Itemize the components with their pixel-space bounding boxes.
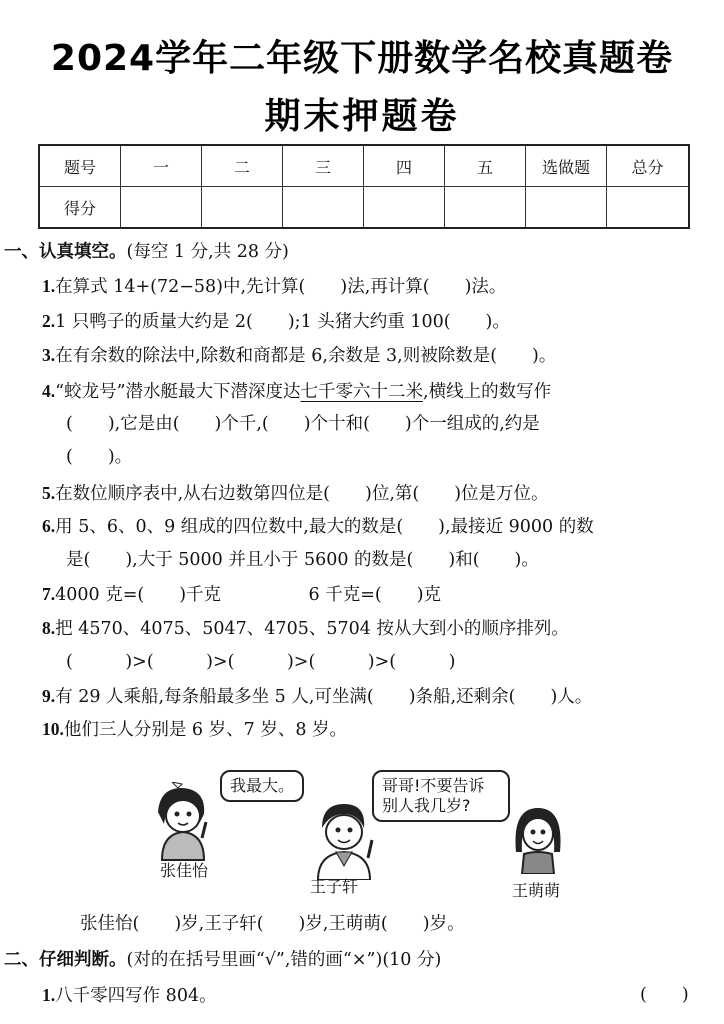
kid-name-zhang: 张佳怡: [160, 861, 209, 880]
section1-heading: 一、认真填空。(每空 1 分,共 28 分): [4, 242, 289, 262]
score-cell[interactable]: [607, 187, 690, 229]
girl-zhang-icon: [148, 782, 218, 862]
cell-q5: 五: [445, 145, 526, 187]
cell-q1: 一: [121, 145, 202, 187]
question-2: 2.1 只鸭子的质量大约是 2( );1 头猪大约重 100( )。: [42, 311, 510, 332]
score-cell[interactable]: [364, 187, 445, 229]
underlined-depth: 七千零六十二米: [300, 382, 424, 402]
question-7: 7.4000 克=( )千克 6 千克=( )克: [42, 584, 442, 605]
cell-label: 题号: [39, 145, 121, 187]
judgement-1: 1.八千零四写作 804。: [42, 985, 217, 1006]
cell-optional: 选做题: [526, 145, 607, 187]
score-table: [38, 144, 690, 229]
question-10: 10.他们三人分别是 6 岁、7 岁、8 岁。: [42, 719, 348, 740]
score-cell[interactable]: [121, 187, 202, 229]
question-9: 9.有 29 人乘船,每条船最多坐 5 人,可坐满( )条船,还剩余( )人。: [42, 686, 593, 707]
boy-wang-icon: [308, 800, 380, 880]
question-4: 4.“蛟龙号”潜水艇最大下潜深度达七千零六十二米,横线上的数写作: [42, 381, 552, 402]
question-10-answer-line: 张佳怡( )岁,王子轩( )岁,王萌萌( )岁。: [80, 914, 465, 934]
question-6-line-2: 是( ),大于 5000 并且小于 5600 的数是( )和( )。: [66, 550, 539, 570]
question-5: 5.在数位顺序表中,从右边数第四位是( )位,第( )位是万位。: [42, 483, 549, 504]
question-3: 3.在有余数的除法中,除数和商都是 6,余数是 3,则被除数是( )。: [42, 345, 557, 366]
section2-heading: 二、仔细判断。(对的在括号里画“√”,错的画“×”)(10 分): [4, 950, 442, 970]
kid-name-wang-zixuan: 王子轩: [310, 877, 359, 896]
question-8: 8.把 4570、4075、5047、4705、5704 按从大到小的顺序排列。: [42, 618, 569, 639]
exam-title: 2024学年二年级下册数学名校真题卷: [50, 38, 674, 79]
question-6: 6.用 5、6、0、9 组成的四位数中,最大的数是( ),最接近 9000 的数: [42, 516, 594, 537]
score-table-header-row: [39, 145, 689, 187]
girl-wang-icon: [508, 802, 568, 874]
cell-q4: 四: [364, 145, 445, 187]
judgement-1-answer-bracket[interactable]: ( ): [640, 985, 689, 1005]
score-cell[interactable]: [526, 187, 607, 229]
kids-illustration: [140, 762, 580, 902]
exam-subtitle: 期末押题卷: [264, 96, 460, 137]
cell-score-label: 得分: [39, 187, 121, 229]
cell-q2: 二: [202, 145, 283, 187]
question-1: 1.在算式 14+(72−58)中,先计算( )法,再计算( )法。: [42, 276, 507, 297]
cell-total: 总分: [607, 145, 690, 187]
question-4-line-2: ( ),它是由( )个千,( )个十和( )个一组成的,约是: [66, 414, 540, 434]
question-4-line-3: ( )。: [66, 447, 133, 467]
score-table-score-row: [39, 187, 689, 229]
score-cell[interactable]: [202, 187, 283, 229]
kid-name-wang-mengmeng: 王萌萌: [512, 881, 561, 900]
score-cell[interactable]: [283, 187, 364, 229]
score-cell[interactable]: [445, 187, 526, 229]
speech-bubble-zhang: 我最大。: [220, 770, 304, 802]
cell-q3: 三: [283, 145, 364, 187]
question-8-line-2: ( )>( )>( )>( )>( ): [66, 652, 456, 672]
speech-bubble-wang-mengmeng: 哥哥!不要告诉 别人我几岁?: [372, 770, 510, 822]
